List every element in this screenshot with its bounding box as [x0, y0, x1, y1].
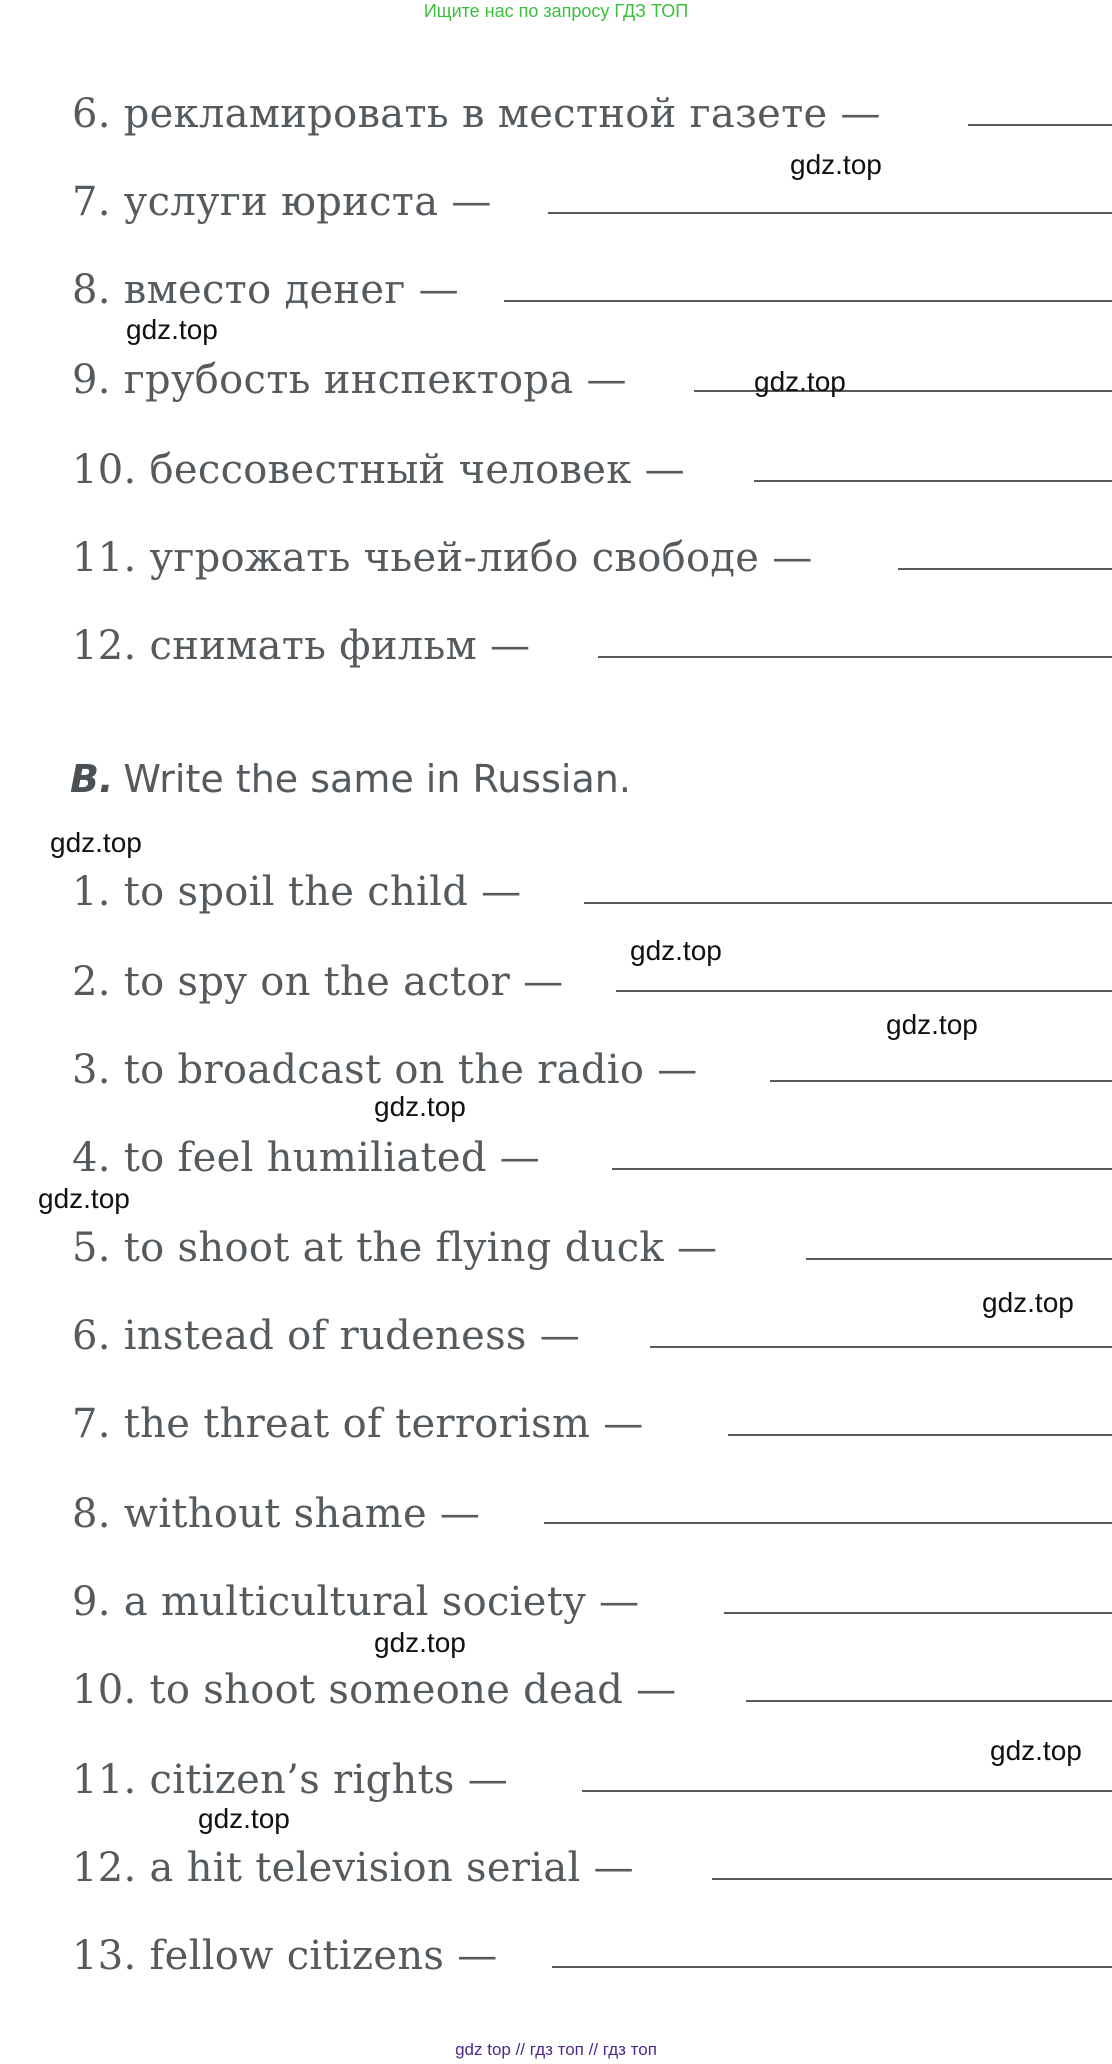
answer-line[interactable] [746, 1700, 1112, 1702]
item-text: 9. грубость инспектора — [72, 357, 627, 403]
item-text: 9. a multicultural society — [72, 1579, 640, 1625]
answer-line[interactable] [584, 902, 1112, 904]
watermark: gdz.top [790, 149, 882, 180]
part-b-item-4 [72, 1128, 540, 1188]
section-instruction: Write the same in Russian. [123, 757, 631, 801]
item-text: 3. to broadcast on the radio — [72, 1047, 698, 1093]
part-b-item-13 [72, 1926, 498, 1986]
part-a-item-12 [72, 616, 530, 676]
item-text: 8. вместо денег — [72, 267, 459, 313]
item-text: 12. снимать фильм — [72, 623, 531, 669]
part-b-item-8 [72, 1484, 480, 1544]
part-a-item-8 [72, 260, 459, 320]
item-text: 7. услуги юриста — [72, 179, 492, 225]
part-b-item-5 [72, 1218, 717, 1278]
item-text: 6. instead of rudeness — [72, 1313, 581, 1359]
answer-line[interactable] [806, 1258, 1112, 1260]
answer-line[interactable] [616, 990, 1112, 992]
item-text: 8. without shame — [72, 1491, 481, 1537]
part-b-item-7 [72, 1394, 644, 1454]
part-a-item-11 [72, 528, 813, 588]
part-b-item-2 [72, 952, 563, 1012]
answer-line[interactable] [544, 1522, 1112, 1524]
watermark: gdz.top [126, 314, 218, 345]
part-b-item-1 [72, 862, 521, 922]
part-b-item-11 [72, 1750, 508, 1810]
watermark: gdz.top [374, 1627, 466, 1658]
footer-links[interactable]: gdz top // гдз топ // гдз топ [455, 2040, 657, 2059]
watermark: gdz.top [374, 1091, 466, 1122]
watermark: gdz.top [198, 1803, 290, 1834]
answer-line[interactable] [650, 1346, 1112, 1348]
part-b-item-12 [72, 1838, 634, 1898]
part-a-item-9 [72, 350, 627, 410]
answer-line[interactable] [548, 212, 1112, 214]
answer-line[interactable] [552, 1966, 1112, 1968]
section-b-heading [70, 752, 631, 806]
watermark: gdz.top [50, 827, 142, 858]
answer-line[interactable] [728, 1434, 1112, 1436]
answer-line[interactable] [612, 1168, 1112, 1170]
watermark: gdz.top [754, 366, 846, 397]
answer-line[interactable] [898, 568, 1112, 570]
top-banner: Ищите нас по запросу ГДЗ ТОП [423, 1, 689, 21]
part-b-item-10 [72, 1660, 676, 1720]
answer-line[interactable] [724, 1612, 1112, 1614]
item-text: 10. бессовестный человек — [72, 447, 685, 493]
answer-line[interactable] [968, 124, 1112, 126]
answer-line[interactable] [770, 1080, 1112, 1082]
watermark: gdz.top [630, 935, 722, 966]
part-a-item-6 [72, 84, 881, 144]
answer-line[interactable] [582, 1790, 1112, 1792]
item-text: 7. the threat of terrorism — [72, 1401, 644, 1447]
item-text: 11. citizen’s rights — [72, 1757, 509, 1803]
answer-line[interactable] [598, 656, 1112, 658]
part-b-item-6 [72, 1306, 580, 1366]
answer-line[interactable] [504, 300, 1112, 302]
item-text: 5. to shoot at the flying duck — [72, 1225, 718, 1271]
watermark: gdz.top [886, 1009, 978, 1040]
item-text: 13. fellow citizens — [72, 1933, 498, 1979]
item-text: 1. to spoil the child — [72, 869, 522, 915]
section-letter: B. [70, 757, 114, 801]
watermark: gdz.top [38, 1183, 130, 1214]
item-text: 10. to shoot someone dead — [72, 1667, 677, 1713]
answer-line[interactable] [754, 480, 1112, 482]
item-text: 6. рекламировать в местной газете — [72, 91, 881, 137]
watermark: gdz.top [990, 1735, 1082, 1766]
item-text: 11. угрожать чьей-либо свободе — [72, 535, 813, 581]
part-a-item-10 [72, 440, 685, 500]
item-text: 12. a hit television serial — [72, 1845, 634, 1891]
watermark: gdz.top [982, 1287, 1074, 1318]
item-text: 2. to spy on the actor — [72, 959, 564, 1005]
answer-line[interactable] [712, 1878, 1112, 1880]
part-b-item-9 [72, 1572, 639, 1632]
part-a-item-7 [72, 172, 492, 232]
item-text: 4. to feel humiliated — [72, 1135, 541, 1181]
